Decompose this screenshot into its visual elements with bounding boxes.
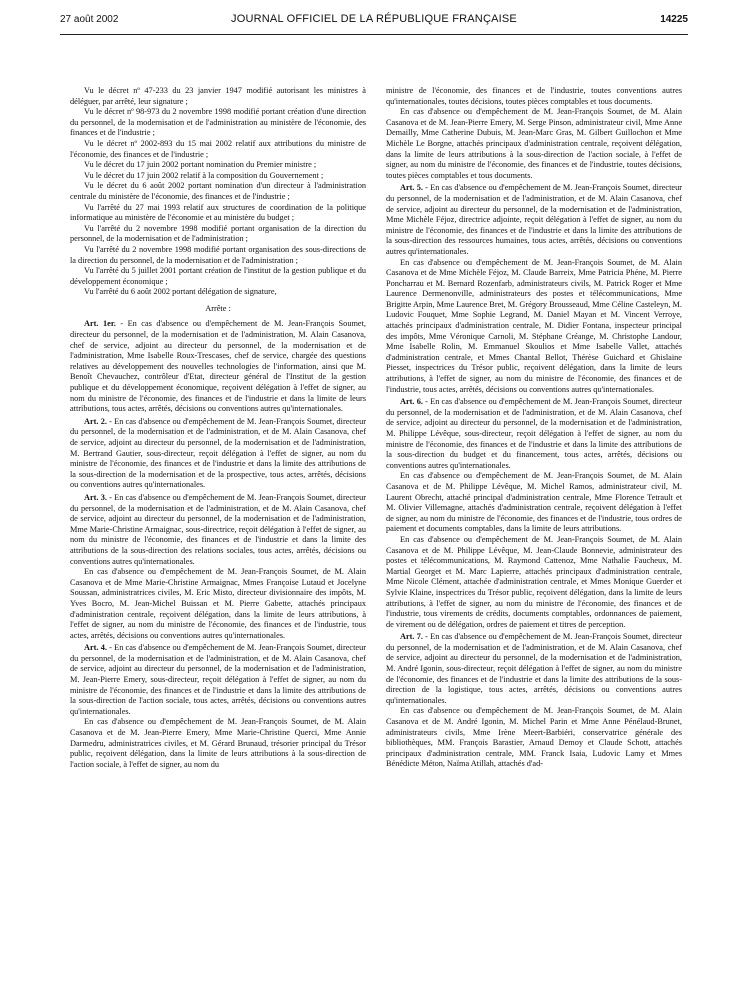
visa-paragraph: Vu l'arrêté du 27 mai 1993 relatif aux structures de coordination de la politique informatique au ministère de l'économie et au ministère du budget ; [70, 202, 366, 223]
right-column [386, 86, 682, 770]
page-number: 14225 [660, 14, 688, 25]
article-paragraph: En cas d'absence ou d'empêchement de M. Jean-François Soumet, de M. Alain Casanova et de Mme Michèle Féjoz, M. Claude Barreix, Mme Patricia Phéne, M. Pierre Poncharrau et M. Bernard Rozenfarb, administrateurs civils, M. Patrick Roger et Mme Laurence Dermenonville, administrateurs des postes et télécommunications, Mme Brigitte Arpin, Mme Laurence Bret, M. Grégory Brousseaud, Mme Céline Casteleyn, M. Ludovic Fouquet, Mme Sophie Legrand, M. Daniel Mayan et M. Vincent Verroye, attachés principaux d'administration centrale, M. Didier Fontana, inspecteur principal des impôts, Mme Véronique Carnoli, M. Stéphane Créange, M. Christophe Landour, Mme Isabelle Rolin, M. Emmanuel Skoulios et Mme Isabelle Vallet, attachés d'administration centrale, et Mmes Chantal Bellot, Thérèse Guichard et Ghislaine Piesset, inspectrices du Trésor public, reçoivent délégation, dans la limite de leurs attributions, à l'effet de signer, au nom du ministre de l'économie, des finances et de l'industrie, tous actes, arrêtés, décisions ou conventions autres qu'internationales. [386, 257, 682, 394]
article-label: Art. 5. [400, 183, 423, 193]
article-paragraph: En cas d'absence ou d'empêchement de M. Jean-François Soumet, de M. Alain Casanova et de M. Philippe Lévêque, M. Michel Ramos, administrateur civil, M. Laurent Obrecht, attaché principal d'administration centrale, Mme Florence Tetrault et M. Olivier Villemagne, attachés d'administration centrale, reçoivent délégation à l'effet de signer, au nom du ministre de l'économie, des finances et de l'industrie, tous ordres de paiement et documents comptables, dans la limite de leurs attributions. [386, 471, 682, 534]
visa-paragraph: Vu le décret du 17 juin 2002 relatif à la composition du Gouvernement ; [84, 170, 324, 180]
visa-paragraph: Vu l'arrêté du 2 novembre 1998 modifié portant organisation de la direction du personnel, de la modernisation et de l'administration ; [70, 223, 366, 244]
article-6 [386, 397, 682, 471]
article-paragraph: En cas d'absence ou d'empêchement de M. Jean-François Soumet, de M. Alain Casanova et de M. Philippe Lévêque, M. Jean-Claude Bonnevie, administrateur des postes et télécommunications, M. Raymond Cattenoz, Mme Nathalie Faucheux, M. Martial Georget et M. Marc Lapierre, attachés principaux d'administration centrale, Mme Nicole Clément, attachée d'administration centrale, et Mmes Monique Guerder et Sylvie Klaine, inspectrices du Trésor public, reçoivent délégation, dans la limite de leurs attributions, à l'effet de signer, au nom du ministre de l'économie, des finances et de l'industrie, tous virements de crédits, documents comptables, ordonnances de paiement, de virement ou de délégation, ordres de paiement et titres de perception. [386, 534, 682, 629]
article-text: - En cas d'absence ou d'empêchement de M. Jean-François Soumet, directeur du personnel, de la modernisation et de l'administration, et de M. Alain Casanova, chef de service, adjoint au directeur du personnel, de la modernisation et de l'administration, Mme Marie-Christine Armaignac, sous-directrice, reçoit délégation à l'effet de signer, au nom du ministre de l'économie, des finances et de l'industrie et dans la limite des attributions de la sous-direction des relations sociales, tous actes, arrêtés, décisions ou conventions autres qu'internationales. [70, 492, 366, 566]
article-label: Art. 1er. [84, 319, 116, 329]
page-header [60, 12, 688, 35]
article-text: - En cas d'absence ou d'empêchement de M. Jean-François Soumet, directeur du personnel, de la modernisation et de l'administration, et de M. Alain Casanova, chef de service, adjoint au directeur du personnel, de la modernisation et de l'administration, Mme Michèle Féjoz, directrice adjointe, reçoit délégation à l'effet de signer, au nom du ministre de l'économie, des finances et de l'industrie et dans la limite des attributions de la sous-direction des ressources humaines, tous actes, arrêtés, décisions ou conventions autres qu'internationales. [386, 183, 682, 256]
article-text: - En cas d'absence ou d'empêchement de M. Jean-François Soumet, directeur du personnel, de la modernisation et de l'administration, et de M. Alain Casanova, chef de service, adjoint au directeur du personnel, de la modernisation et de l'administration, M. Jean-Pierre Emery, sous-directeur, reçoit délégation à l'effet de signer, au nom du ministre de l'économie, des finances et de l'industrie et dans la limite des attributions de la sous-direction de l'action sociale, tous actes, arrêtés, décisions ou conventions autres qu'internationales. [70, 643, 366, 716]
article-paragraph: En cas d'absence ou d'empêchement de M. Jean-François Soumet, de M. Alain Casanova et de M. André Igonin, M. Michel Parin et Mme Anne Pénélaud-Brunet, administrateurs civils, Mme Irène Meert-Barbiéri, conservatrice générale des bibliothèques, MM. François Barastier, Arnaud Demoy et Claude Schott, attachés principaux d'administration centrale, MM. Franck Isaia, Ludovic Lamy et Mmes Bénédicte Méton, Naïma Atillah, attachés d'ad- [386, 706, 682, 769]
visa-paragraph: Vu le décret du 6 août 2002 portant nomination d'un directeur à l'administration centrale du ministère de l'économie, des finances et de l'industrie ; [70, 181, 366, 201]
article-7 [386, 632, 682, 706]
article-paragraph: En cas d'absence ou d'empêchement de M. Jean-François Soumet, de M. Alain Casanova et de M. Jean-Pierre Emery, Mme Marie-Christine Querci, Mme Annie Darmedru, administratrices civiles, et M. Gérard Brunaud, trésorier principal du Trésor public, reçoivent délégation, dans la limite de leurs attributions à la sous-direction de l'action sociale, à l'effet de signer, au nom du [70, 717, 366, 769]
article-1 [70, 319, 366, 414]
article-text: - En cas d'absence ou d'empêchement de M. Jean-François Soumet, directeur du personnel, de la modernisation et de l'administration, et de M. Alain Casanova, chef de service, adjoint au directeur du personnel, de la modernisation et de l'administration, M. Philippe Lévêque, sous-directeur, reçoit délégation à l'effet de signer, au nom du ministre de l'économie, des finances et de l'industrie et dans la limite des attributions de la sous-direction du budget et du financement, tous actes, arrêtés, décisions ou conventions autres qu'internationales. [386, 397, 682, 470]
article-text: - En cas d'absence ou d'empêchement de M. Jean-François Soumet, directeur du personnel, de la modernisation et de l'administration, et de M. Alain Casanova, chef de service, adjoint au directeur du personnel, de la modernisation et de l'administration, M. Bertrand Gautier, sous-directeur, reçoit délégation à l'effet de signer, au nom du ministre de l'économie, des finances et de l'industrie et dans la limite des attributions de la sous-direction de la modernisation et de la prospective, tous actes, arrêtés, décisions ou conventions autres qu'internationales. [70, 416, 366, 490]
continued-paragraph: ministre de l'économie, des finances et de l'industrie, toutes conventions autres qu'internationales, toutes décisions, toutes pièces comptables et tous documents. [386, 86, 682, 106]
left-column [70, 86, 366, 770]
article-5 [386, 183, 682, 257]
article-label: Art. 7. [400, 632, 423, 642]
visa-paragraph: Vu le décret du 17 juin 2002 portant nomination du Premier ministre ; [84, 160, 317, 170]
visa-paragraph: Vu l'arrêté du 5 juillet 2001 portant création de l'institut de la gestion publique et du développement économique ; [70, 266, 366, 286]
visa-paragraph: Vu l'arrêté du 6 août 2002 portant délégation de signature, [84, 287, 277, 297]
article-paragraph: En cas d'absence ou d'empêchement de M. Jean-François Soumet, de M. Alain Casanova et de Mme Marie-Christine Armaignac, Mmes Françoise Lutaud et Jocelyne Soussan, administratrices civiles, M. Eric Misto, directeur divisionnaire des impôts, M. Yves Bocro, M. Jean-Michel Buissan et M. Pierre Gabette, attachés principaux d'administration centrale, reçoivent délégation, dans la limite de leurs attributions, à l'effet de signer, au nom du ministre de l'économie, des finances et de l'industrie, tous actes, arrêtés, décisions ou conventions autres qu'internationales. [70, 567, 366, 640]
article-text: - En cas d'absence ou d'empêchement de M. Jean-François Soumet, directeur du personnel, de la modernisation et de l'administration, M. Alain Casanova, chef de service, adjoint au directeur du personnel, de la modernisation et de l'administration, Mme Isabelle Roux-Trescases, chef de service, chargée des questions relatives au développement des nouvelles technologies de l'information, ainsi que M. Benoît Chevauchez, contrôleur d'Etat, directeur général de l'Institut de la gestion publique et du développement économique, reçoivent délégation à l'effet de signer, au nom du ministre de l'économie, des finances et de l'industrie et dans la limite de leurs attributions, tous actes, arrêtés, décisions ou conventions autres qu'internationales. [70, 319, 366, 414]
article-3 [70, 493, 366, 567]
arrete-heading: Arrête : [205, 303, 231, 313]
article-4 [70, 643, 366, 717]
visa-paragraph: Vu le décret nº 47-233 du 23 janvier 1947 modifié autorisant les ministres à déléguer, par arrêté, leur signature ; [70, 86, 366, 106]
article-2 [70, 417, 366, 491]
article-label: Art. 2. [84, 416, 107, 426]
header-title: JOURNAL OFFICIEL DE LA RÉPUBLIQUE FRANÇAISE [231, 13, 517, 25]
article-label: Art. 4. [84, 643, 107, 653]
article-label: Art. 3. [84, 492, 107, 502]
visa-paragraph: Vu l'arrêté du 2 novembre 1998 modifié portant organisation des sous-directions de la direction du personnel, de la modernisation et de l'administration ; [70, 244, 366, 265]
visa-paragraph: Vu le décret nº 98-973 du 2 novembre 1998 modifié portant création d'une direction du personnel, de la modernisation et de l'administration au ministère de l'économie, des finances et de l'industrie ; [70, 107, 366, 138]
header-date: 27 août 2002 [60, 14, 119, 25]
article-label: Art. 6. [400, 397, 423, 407]
article-text: - En cas d'absence ou d'empêchement de M. Jean-François Soumet, directeur du personnel, de la modernisation et de l'administration, et de M. Alain Casanova, chef de service, adjoint au directeur du personnel, de la modernisation et de l'administration, M. André Igonin, sous-directeur, reçoit délégation à l'effet de signer, au nom du ministre de l'économie, des finances et de l'industrie et dans la limite des attributions de la sous-direction de la logistique, tous actes, arrêtés, décisions ou conventions autres qu'internationales. [386, 632, 682, 705]
article-paragraph: En cas d'absence ou d'empêchement de M. Jean-François Soumet, de M. Alain Casanova et de M. Jean-Pierre Emery, M. Serge Pinson, administrateur civil, Mme Anne Demailly, Mme Catherine Dubuis, M. Jean-Marc Gras, M. Gilbert Guillochon et Mme Michèle Le Borgne, attachés principaux d'administration centrale, reçoivent délégation, dans la limite de leurs attributions à la sous-direction de l'action sociale, à l'effet de signer, au nom du ministre de l'économie, des finances et de l'industrie, toutes décisions, toutes pièces comptables et tous documents. [386, 107, 682, 180]
visa-paragraph: Vu le décret nº 2002-893 du 15 mai 2002 relatif aux attributions du ministre de l'économie, des finances et de l'industrie ; [70, 138, 366, 159]
